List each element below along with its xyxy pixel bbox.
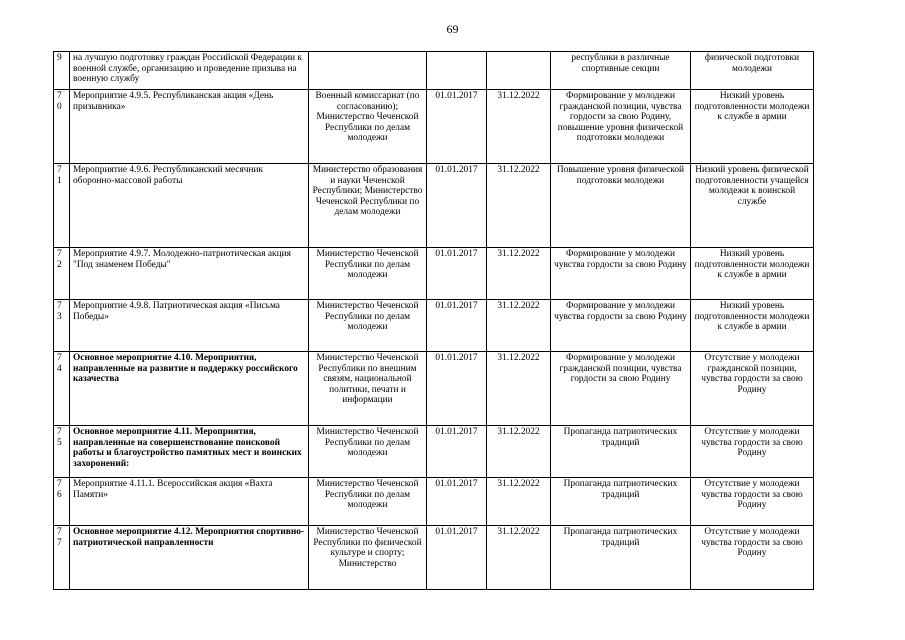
activity-name-cell: Мероприятие 4.9.8. Патриотическая акция «Письма Победы»: [70, 300, 309, 352]
consequence-cell: Низкий уровень физической подготовленности учащейся молодежи к воинской службе: [691, 164, 814, 248]
executor-cell: Военный комиссариат (по согласованию); Министерство Чеченской Республики по делам молодежи: [309, 90, 427, 164]
consequence-cell: Низкий уровень подготовленности молодежи к службе в армии: [691, 300, 814, 352]
activity-name-cell: Мероприятие 4.11.1. Всероссийская акция «Вахта Памяти»: [70, 478, 309, 526]
executor-cell: Министерство образования и науки Чеченской Республики; Министерство Чеченской Республики по делам молодежи: [309, 164, 427, 248]
row-number-cell: 75: [54, 426, 70, 478]
consequence-cell: физической подготовки молодежи: [691, 52, 814, 90]
end-date-cell: 31.12.2022: [487, 164, 551, 248]
table-row: [54, 164, 814, 248]
row-number-cell: 9: [54, 52, 70, 90]
row-number-cell: 73: [54, 300, 70, 352]
row-number-cell: 72: [54, 248, 70, 300]
program-activities-table: [53, 51, 814, 590]
end-date-cell: 31.12.2022: [487, 248, 551, 300]
table-row: [54, 478, 814, 526]
activity-name-cell: Основное мероприятие 4.11. Мероприятия, направленные на совершенствование поисковой работы и благоустройство памятных мест и воинских захоронений:: [70, 426, 309, 478]
expected-result-cell: Повышение уровня физической подготовки молодежи: [551, 164, 691, 248]
table-row: [54, 426, 814, 478]
consequence-cell: Отсутствие у молодежи чувства гордости за свою Родину: [691, 526, 814, 590]
expected-result-cell: Пропаганда патриотических традиций: [551, 478, 691, 526]
executor-cell: Министерство Чеченской Республики по физической культуре и спорту; Министерство: [309, 526, 427, 590]
row-number-cell: 74: [54, 352, 70, 426]
start-date-cell: 01.01.2017: [427, 248, 487, 300]
executor-cell: Министерство Чеченской Республики по делам молодежи: [309, 426, 427, 478]
row-number-cell: 77: [54, 526, 70, 590]
row-number-cell: 71: [54, 164, 70, 248]
executor-cell: [309, 52, 427, 90]
table-row: [54, 300, 814, 352]
consequence-cell: Низкий уровень подготовленности молодежи к службе в армии: [691, 248, 814, 300]
start-date-cell: 01.01.2017: [427, 164, 487, 248]
row-number-cell: 70: [54, 90, 70, 164]
expected-result-cell: республики в различные спортивные секции: [551, 52, 691, 90]
activity-name-cell: на лучшую подготовку граждан Российской Федерации к военной службе, организацию и проведение призыва на военную службу: [70, 52, 309, 90]
activity-name-cell: Мероприятие 4.9.7. Молодежно-патриотическая акция "Под знаменем Победы": [70, 248, 309, 300]
table-row: [54, 248, 814, 300]
consequence-cell: Отсутствие у молодежи чувства гордости за свою Родину: [691, 426, 814, 478]
start-date-cell: 01.01.2017: [427, 352, 487, 426]
end-date-cell: [487, 52, 551, 90]
executor-cell: Министерство Чеченской Республики по делам молодежи: [309, 300, 427, 352]
table-row: [54, 90, 814, 164]
activity-name-cell: Основное мероприятие 4.10. Мероприятия, направленные на развитие и поддержку российского казачества: [70, 352, 309, 426]
expected-result-cell: Пропаганда патриотических традиций: [551, 426, 691, 478]
end-date-cell: 31.12.2022: [487, 352, 551, 426]
table-row: [54, 526, 814, 590]
consequence-cell: Отсутствие у молодежи чувства гордости за свою Родину: [691, 478, 814, 526]
end-date-cell: 31.12.2022: [487, 526, 551, 590]
expected-result-cell: Формирование у молодежи чувства гордости за свою Родину: [551, 248, 691, 300]
start-date-cell: 01.01.2017: [427, 526, 487, 590]
activity-name-cell: Основное мероприятие 4.12. Мероприятия спортивно-патриотической направленности: [70, 526, 309, 590]
table-row: [54, 52, 814, 90]
start-date-cell: [427, 52, 487, 90]
activity-name-cell: Мероприятие 4.9.6. Республиканский месячник оборонно-массовой работы: [70, 164, 309, 248]
expected-result-cell: Пропаганда патриотических традиций: [551, 526, 691, 590]
start-date-cell: 01.01.2017: [427, 300, 487, 352]
executor-cell: Министерство Чеченской Республики по внешним связям, национальной политики, печати и информации: [309, 352, 427, 426]
start-date-cell: 01.01.2017: [427, 90, 487, 164]
executor-cell: Министерство Чеченской Республики по делам молодежи: [309, 248, 427, 300]
page-number: 69: [446, 22, 459, 36]
start-date-cell: 01.01.2017: [427, 478, 487, 526]
activity-name-cell: Мероприятие 4.9.5. Республиканская акция «День призывника»: [70, 90, 309, 164]
end-date-cell: 31.12.2022: [487, 90, 551, 164]
executor-cell: Министерство Чеченской Республики по делам молодежи: [309, 478, 427, 526]
expected-result-cell: Формирование у молодежи гражданской позиции, чувства гордости за свою Родину: [551, 352, 691, 426]
consequence-cell: Отсутствие у молодежи гражданской позиции, чувства гордости за свою Родину: [691, 352, 814, 426]
expected-result-cell: Формирование у молодежи гражданской позиции, чувства гордости за свою Родину, повышение уровня физической подготовки молодежи: [551, 90, 691, 164]
end-date-cell: 31.12.2022: [487, 426, 551, 478]
table-body: [54, 52, 814, 590]
start-date-cell: 01.01.2017: [427, 426, 487, 478]
end-date-cell: 31.12.2022: [487, 300, 551, 352]
table-row: [54, 352, 814, 426]
row-number-cell: 76: [54, 478, 70, 526]
consequence-cell: Низкий уровень подготовленности молодежи к службе в армии: [691, 90, 814, 164]
end-date-cell: 31.12.2022: [487, 478, 551, 526]
expected-result-cell: Формирование у молодежи чувства гордости за свою Родину: [551, 300, 691, 352]
